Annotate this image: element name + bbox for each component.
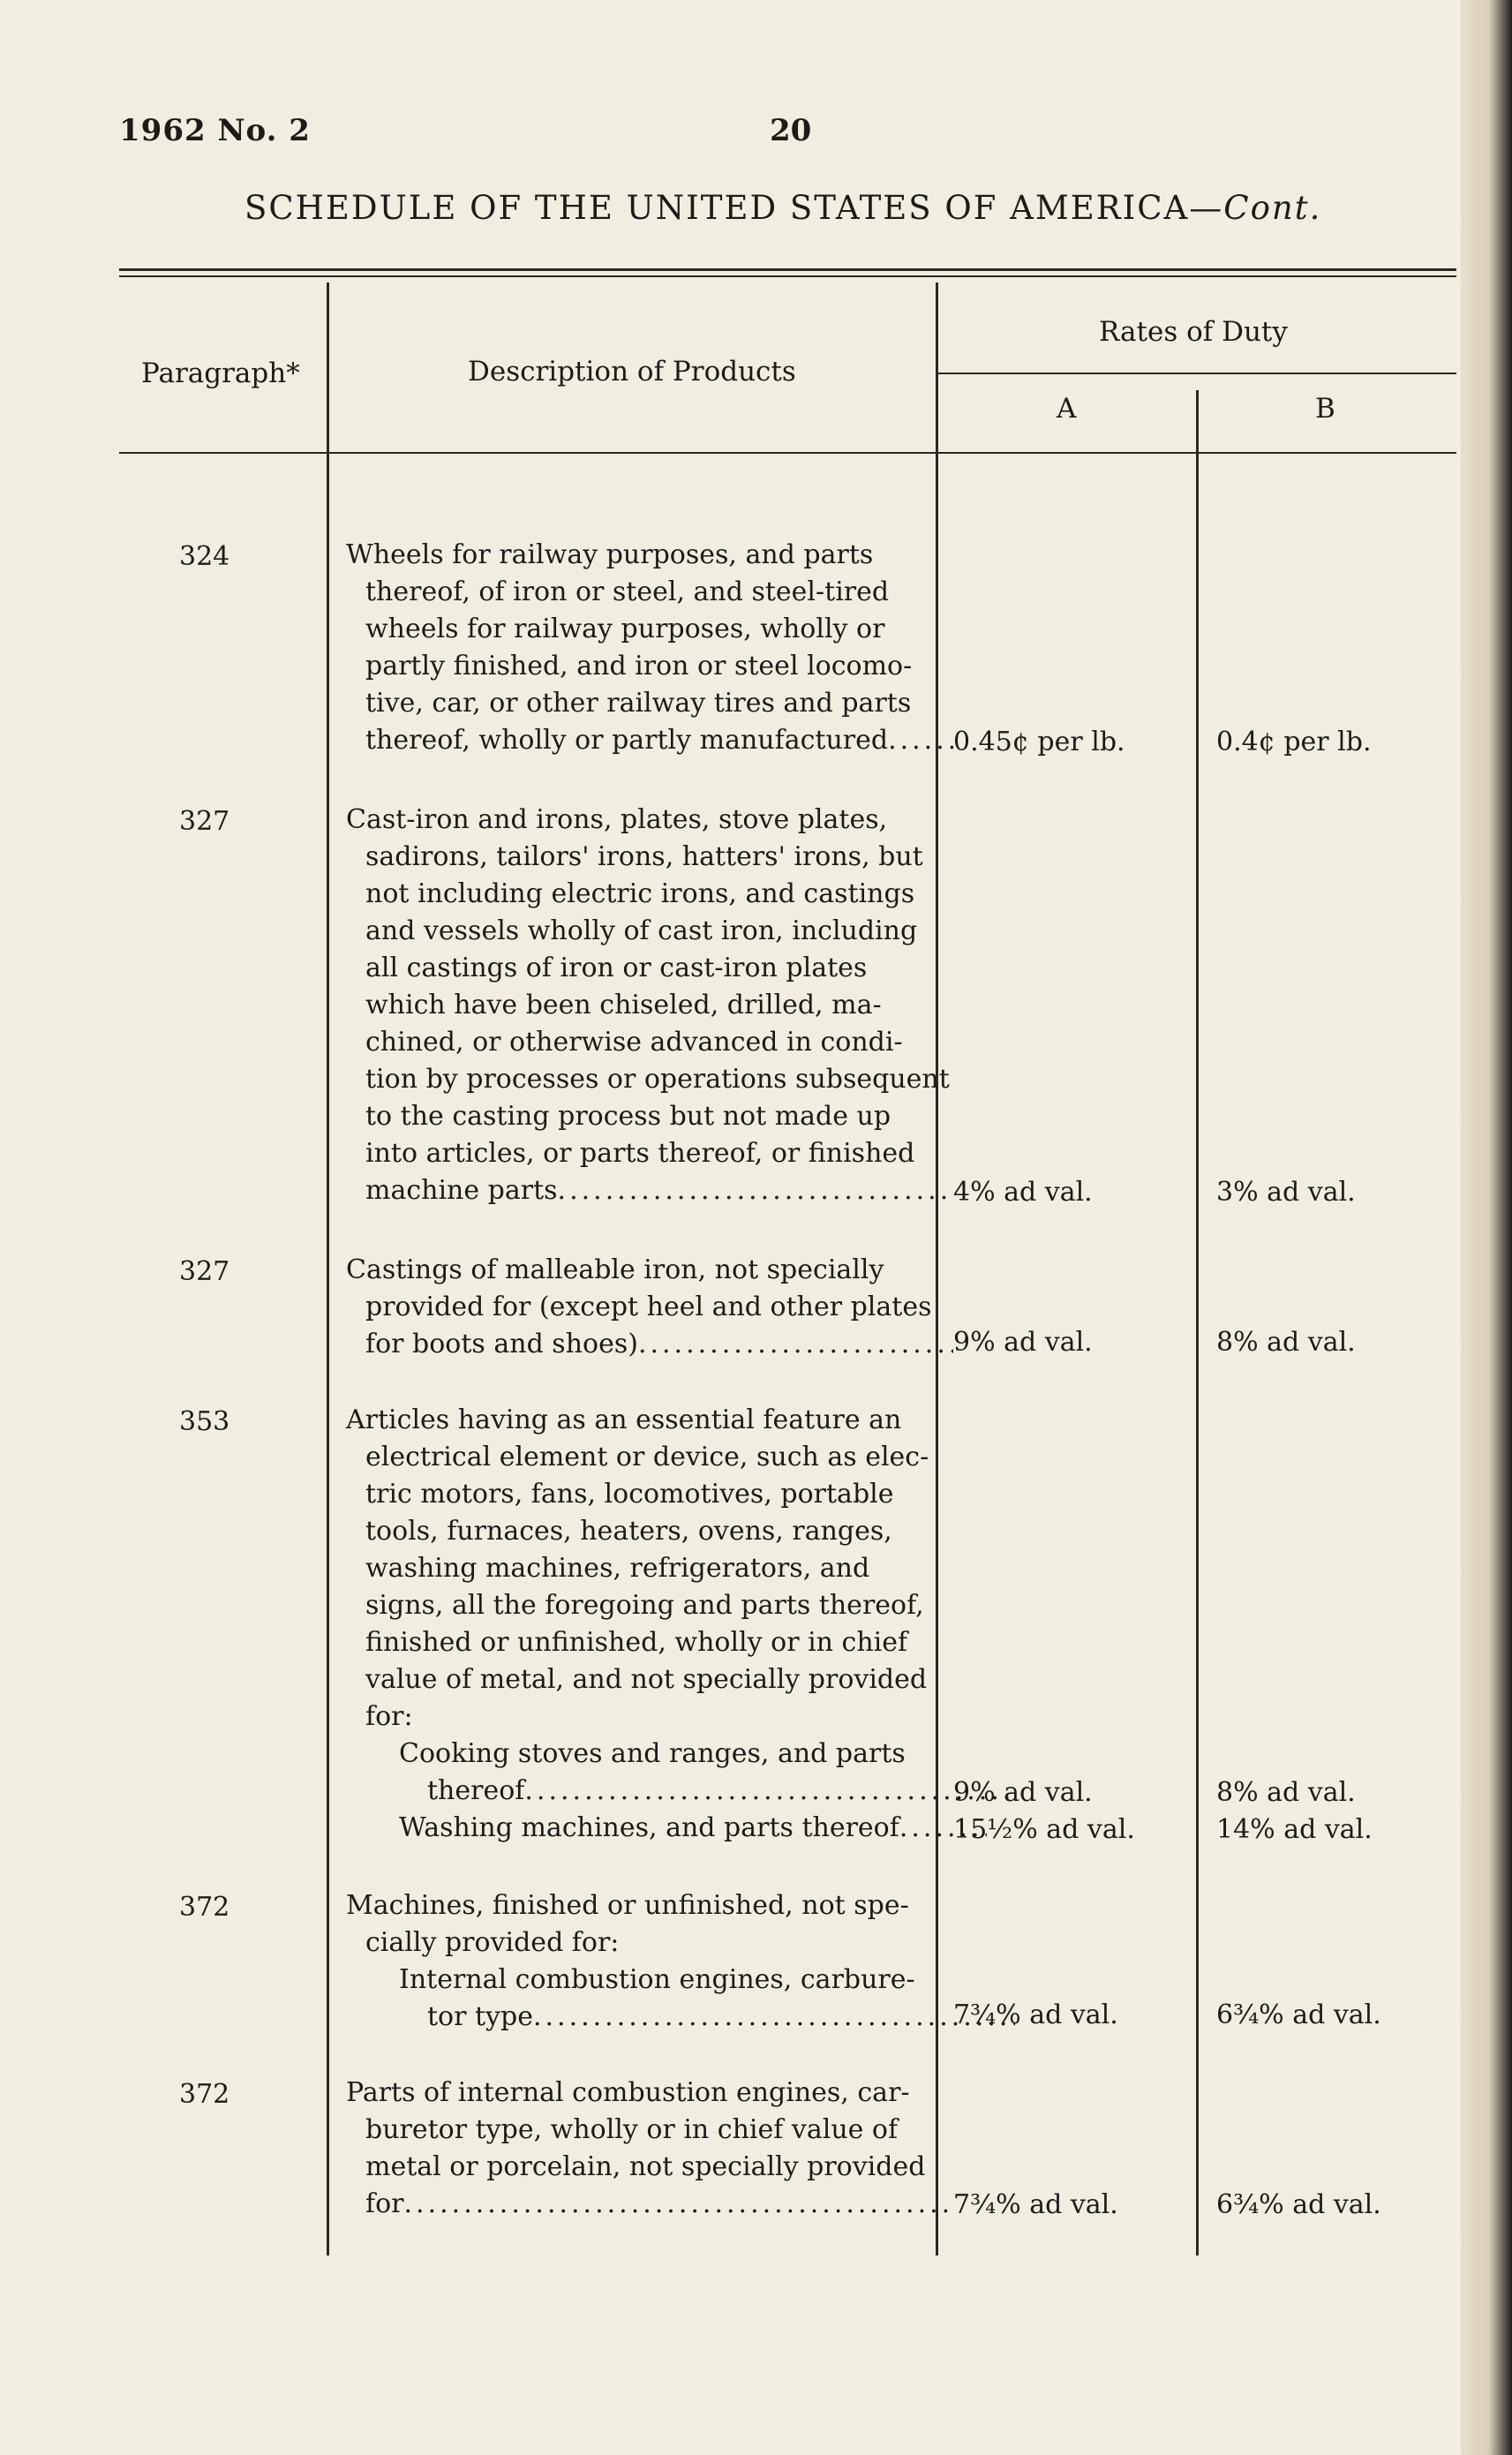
row-description (346, 1402, 934, 1847)
rate-a-value: 15½% ad val. (953, 1814, 1135, 1845)
description-line: Articles having as an essential feature an (346, 1404, 902, 1435)
header-bottom-rule (119, 452, 1456, 454)
description-line: finished or unfinished, wholly or in chief (365, 1627, 908, 1658)
row-description (346, 2075, 934, 2223)
description-subitem-line: thereof (427, 1775, 525, 1806)
description-line: Castings of malleable iron, not specially (346, 1254, 884, 1285)
column-divider-rates (1196, 390, 1199, 2255)
description-line: tric motors, fans, locomotives, portable (365, 1479, 894, 1510)
description-line: thereof, of iron or steel, and steel-tired (365, 576, 890, 607)
description-subitem-line: Internal combustion engines, carbure- (399, 1964, 915, 1995)
description-subitem-line: Cooking stoves and ranges, and parts (399, 1738, 906, 1769)
dot-leader (638, 1326, 953, 1363)
row-paragraph-number: 327 (179, 1256, 230, 1287)
dot-leader (888, 722, 953, 759)
rate-b-value: 8% ad val. (1216, 1777, 1356, 1808)
description-line-leader (346, 1773, 1015, 1810)
page-edge-shadow (1461, 0, 1512, 2455)
description-line: chined, or otherwise advanced in condi- (365, 1027, 903, 1058)
column-header-rates-of-duty: Rates of Duty (1099, 316, 1288, 348)
description-subitem-line: tor type (427, 2001, 533, 2032)
rate-b-value: 14% ad val. (1216, 1814, 1373, 1845)
description-line: washing machines, refrigerators, and (365, 1553, 870, 1584)
row-description (346, 1887, 934, 2036)
description-line: wheels for railway purposes, wholly or (365, 614, 885, 644)
description-line: to the casting process but not made up (365, 1101, 891, 1132)
page-number: 20 (770, 113, 812, 148)
description-line: for boots and shoes) (365, 1329, 638, 1359)
column-header-description: Description of Products (468, 356, 796, 388)
description-line: electrical element or device, such as elec- (365, 1442, 929, 1472)
row-paragraph-number: 372 (179, 1892, 230, 1923)
column-header-rate-b: B (1315, 393, 1335, 425)
description-line: tools, furnaces, heaters, ovens, ranges, (365, 1516, 892, 1547)
description-line: provided for (except heel and other plates (365, 1292, 932, 1322)
description-line: and vessels wholly of cast iron, including (365, 915, 918, 946)
row-paragraph-number: 372 (179, 2079, 230, 2110)
description-line: sadirons, tailors' irons, hatters' irons, but (365, 841, 923, 872)
row-paragraph-number: 327 (179, 806, 230, 837)
dot-leader (524, 1773, 1015, 1810)
column-divider-description (936, 282, 938, 2255)
rate-b-value: 0.4¢ per lb. (1216, 727, 1372, 757)
description-line: value of metal, and not specially provided (365, 1664, 928, 1695)
description-line: Cast-iron and irons, plates, stove plates, (346, 804, 888, 835)
top-double-rule-2 (119, 275, 1456, 277)
description-line: tion by processes or operations subsequent (365, 1064, 950, 1095)
description-line-leader (346, 2186, 953, 2223)
description-line: Parts of internal combustion engines, car- (346, 2077, 910, 2108)
dot-leader (558, 1172, 953, 1209)
rate-b-value: 6¾% ad val. (1216, 2189, 1381, 2220)
description-subitem-line: Washing machines, and parts thereof (399, 1812, 899, 1843)
rate-a-value: 9% ad val. (953, 1777, 1093, 1808)
description-line-leader (346, 1999, 1015, 2036)
row-paragraph-number: 353 (179, 1406, 230, 1437)
description-line: for (365, 2188, 404, 2219)
rate-a-value: 9% ad val. (953, 1327, 1093, 1358)
description-line: tive, car, or other railway tires and parts (365, 688, 912, 719)
description-line-leader (346, 722, 953, 759)
dot-leader (533, 1999, 1015, 2036)
description-line: partly finished, and iron or steel locomo- (365, 651, 913, 682)
description-line: metal or porcelain, not specially provided (365, 2151, 926, 2182)
description-line: which have been chiseled, drilled, ma- (365, 990, 882, 1020)
description-line: not including electric irons, and castings (365, 878, 915, 909)
column-header-paragraph: Paragraph* (141, 358, 300, 389)
description-line: Wheels for railway purposes, and parts (346, 539, 874, 570)
rate-b-value: 8% ad val. (1216, 1327, 1356, 1358)
document-year-number: 1962 No. 2 (119, 113, 311, 148)
schedule-title-cont: Cont. (1223, 189, 1322, 227)
description-line: Machines, finished or unfinished, not spe- (346, 1890, 909, 1921)
column-divider-paragraph (327, 282, 329, 2255)
description-line-leader (346, 1326, 953, 1363)
rate-a-value: 7¾% ad val. (953, 1999, 1118, 2030)
description-line: machine parts (365, 1175, 558, 1206)
description-line: signs, all the foregoing and parts thereof, (365, 1590, 924, 1621)
dot-leader (404, 2186, 953, 2223)
schedule-title-text: SCHEDULE OF THE UNITED STATES OF AMERICA— (244, 189, 1224, 227)
rate-b-value: 3% ad val. (1216, 1177, 1356, 1208)
description-line: all castings of iron or cast-iron plates (365, 953, 868, 983)
top-double-rule-1 (119, 268, 1456, 271)
rate-a-value: 0.45¢ per lb. (953, 727, 1125, 757)
description-line-leader (346, 1810, 987, 1847)
rate-b-value: 6¾% ad val. (1216, 1999, 1381, 2030)
rate-a-value: 7¾% ad val. (953, 2189, 1118, 2220)
schedule-title (244, 189, 1321, 227)
rates-subheader-rule (938, 373, 1456, 374)
description-line: thereof, wholly or partly manufactured (365, 725, 889, 756)
row-description (346, 802, 950, 1209)
description-line-leader (346, 1172, 953, 1209)
rate-a-value: 4% ad val. (953, 1177, 1093, 1208)
description-line: into articles, or parts thereof, or finished (365, 1138, 915, 1169)
column-header-rate-a: A (1057, 393, 1077, 425)
row-paragraph-number: 324 (179, 541, 230, 572)
description-line: buretor type, wholly or in chief value of (365, 2114, 899, 2145)
row-description (346, 1252, 934, 1363)
description-line: for: (365, 1701, 413, 1732)
row-description (346, 537, 934, 759)
description-line: cially provided for: (365, 1927, 620, 1958)
